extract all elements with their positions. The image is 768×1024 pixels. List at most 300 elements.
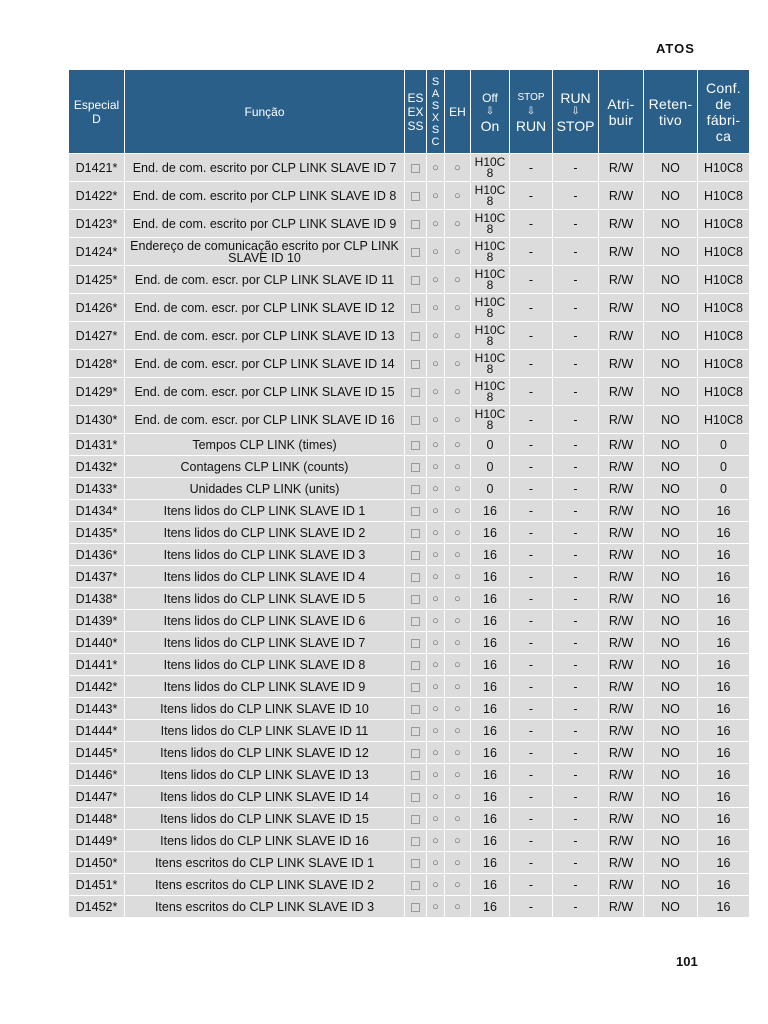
table-row bbox=[69, 764, 768, 786]
checkbox-square-icon bbox=[411, 332, 420, 341]
register-id-cell: D1436* bbox=[69, 544, 125, 566]
eh-cell: ○ bbox=[445, 522, 471, 544]
checkbox-square-icon bbox=[411, 304, 420, 313]
table-row bbox=[69, 874, 768, 896]
es-cell bbox=[405, 522, 427, 544]
register-id-cell: D1443* bbox=[69, 698, 125, 720]
es-cell bbox=[405, 350, 427, 378]
es-cell bbox=[405, 786, 427, 808]
off-on-cell: 16 bbox=[471, 676, 510, 698]
sa-cell: ○ bbox=[427, 378, 445, 406]
checkbox-square-icon bbox=[411, 551, 420, 560]
off-on-cell: 16 bbox=[471, 588, 510, 610]
table-row bbox=[69, 852, 768, 874]
header-run-label: RUN bbox=[560, 89, 591, 106]
retentive-cell: NO bbox=[644, 764, 698, 786]
retentive-cell: NO bbox=[644, 294, 698, 322]
retentive-cell: NO bbox=[644, 544, 698, 566]
function-cell: Itens lidos do CLP LINK SLAVE ID 10 bbox=[125, 698, 405, 720]
table-row bbox=[69, 544, 768, 566]
retentive-cell: NO bbox=[644, 852, 698, 874]
table-row bbox=[69, 456, 768, 478]
stop-run-cell: - bbox=[510, 896, 553, 918]
special-registers-table bbox=[68, 69, 768, 918]
retentive-cell: NO bbox=[644, 378, 698, 406]
es-cell bbox=[405, 676, 427, 698]
attribute-cell: R/W bbox=[599, 266, 644, 294]
function-cell: Itens lidos do CLP LINK SLAVE ID 13 bbox=[125, 764, 405, 786]
checkbox-square-icon bbox=[411, 683, 420, 692]
retentive-cell: NO bbox=[644, 654, 698, 676]
register-id-cell: D1445* bbox=[69, 742, 125, 764]
es-cell bbox=[405, 632, 427, 654]
run-stop-cell: - bbox=[553, 566, 599, 588]
factory-default-cell: 16 bbox=[698, 588, 750, 610]
stop-run-cell: - bbox=[510, 852, 553, 874]
stop-run-cell: - bbox=[510, 322, 553, 350]
factory-default-cell: 16 bbox=[698, 852, 750, 874]
factory-default-cell: 16 bbox=[698, 698, 750, 720]
eh-cell: ○ bbox=[445, 434, 471, 456]
off-on-cell: 16 bbox=[471, 544, 510, 566]
header-conf-line1: Conf. bbox=[706, 79, 741, 96]
sa-cell: ○ bbox=[427, 154, 445, 182]
off-on-cell: H10C 8 bbox=[471, 238, 510, 266]
table-row bbox=[69, 154, 768, 182]
factory-default-cell: 16 bbox=[698, 566, 750, 588]
header-run-stop bbox=[553, 70, 599, 154]
header-eh: EH bbox=[445, 70, 471, 154]
run-stop-cell: - bbox=[553, 610, 599, 632]
checkbox-square-icon bbox=[411, 859, 420, 868]
attribute-cell: R/W bbox=[599, 632, 644, 654]
sa-cell: ○ bbox=[427, 566, 445, 588]
attribute-cell: R/W bbox=[599, 294, 644, 322]
table-row bbox=[69, 610, 768, 632]
stop-run-cell: - bbox=[510, 294, 553, 322]
sa-cell: ○ bbox=[427, 294, 445, 322]
off-on-cell: H10C 8 bbox=[471, 294, 510, 322]
register-id-cell: D1439* bbox=[69, 610, 125, 632]
stop-run-cell: - bbox=[510, 522, 553, 544]
retentive-cell: NO bbox=[644, 698, 698, 720]
off-on-cell: 0 bbox=[471, 434, 510, 456]
header-es-line2: EX bbox=[407, 104, 424, 119]
factory-default-cell: H10C8 bbox=[698, 294, 750, 322]
down-arrow-icon: ⇩ bbox=[571, 105, 580, 117]
es-cell bbox=[405, 434, 427, 456]
factory-default-cell: 16 bbox=[698, 786, 750, 808]
checkbox-square-icon bbox=[411, 727, 420, 736]
attribute-cell: R/W bbox=[599, 406, 644, 434]
retentive-cell: NO bbox=[644, 266, 698, 294]
es-cell bbox=[405, 764, 427, 786]
run-stop-cell: - bbox=[553, 632, 599, 654]
table-row bbox=[69, 210, 768, 238]
sa-cell: ○ bbox=[427, 786, 445, 808]
attribute-cell: R/W bbox=[599, 786, 644, 808]
factory-default-cell: 0 bbox=[698, 478, 750, 500]
eh-cell: ○ bbox=[445, 182, 471, 210]
factory-default-cell: 16 bbox=[698, 676, 750, 698]
es-cell bbox=[405, 698, 427, 720]
function-cell: End. de com. escr. por CLP LINK SLAVE ID 14 bbox=[125, 350, 405, 378]
attribute-cell: R/W bbox=[599, 456, 644, 478]
function-cell: Tempos CLP LINK (times) bbox=[125, 434, 405, 456]
retentive-cell: NO bbox=[644, 588, 698, 610]
off-on-cell: 16 bbox=[471, 830, 510, 852]
eh-cell: ○ bbox=[445, 852, 471, 874]
eh-cell: ○ bbox=[445, 544, 471, 566]
function-cell: End. de com. escr. por CLP LINK SLAVE ID 11 bbox=[125, 266, 405, 294]
header-especial bbox=[69, 70, 125, 154]
run-stop-cell: - bbox=[553, 266, 599, 294]
run-stop-cell: - bbox=[553, 830, 599, 852]
eh-cell: ○ bbox=[445, 654, 471, 676]
stop-run-cell: - bbox=[510, 830, 553, 852]
table-row bbox=[69, 742, 768, 764]
off-on-cell: H10C 8 bbox=[471, 266, 510, 294]
table-row bbox=[69, 500, 768, 522]
header-es bbox=[405, 70, 427, 154]
attribute-cell: R/W bbox=[599, 896, 644, 918]
table-row bbox=[69, 478, 768, 500]
header-sa-line5: S bbox=[431, 123, 440, 136]
factory-default-cell: H10C8 bbox=[698, 322, 750, 350]
attribute-cell: R/W bbox=[599, 238, 644, 266]
table-row bbox=[69, 378, 768, 406]
down-arrow-icon: ⇩ bbox=[526, 105, 536, 117]
checkbox-square-icon bbox=[411, 771, 420, 780]
header-funcao: Função bbox=[125, 70, 405, 154]
factory-default-cell: 16 bbox=[698, 808, 750, 830]
header-stop-label: STOP bbox=[556, 117, 595, 134]
register-id-cell: D1440* bbox=[69, 632, 125, 654]
register-id-cell: D1428* bbox=[69, 350, 125, 378]
retentive-cell: NO bbox=[644, 522, 698, 544]
eh-cell: ○ bbox=[445, 764, 471, 786]
sa-cell: ○ bbox=[427, 544, 445, 566]
checkbox-square-icon bbox=[411, 485, 420, 494]
table-row bbox=[69, 632, 768, 654]
es-cell bbox=[405, 874, 427, 896]
sa-cell: ○ bbox=[427, 522, 445, 544]
eh-cell: ○ bbox=[445, 500, 471, 522]
factory-default-cell: 0 bbox=[698, 434, 750, 456]
checkbox-square-icon bbox=[411, 793, 420, 802]
table-row bbox=[69, 294, 768, 322]
stop-run-cell: - bbox=[510, 566, 553, 588]
eh-cell: ○ bbox=[445, 808, 471, 830]
attribute-cell: R/W bbox=[599, 210, 644, 238]
run-stop-cell: - bbox=[553, 588, 599, 610]
es-cell bbox=[405, 182, 427, 210]
off-on-cell: 16 bbox=[471, 500, 510, 522]
table-row bbox=[69, 434, 768, 456]
table-row bbox=[69, 406, 768, 434]
run-stop-cell: - bbox=[553, 522, 599, 544]
sa-cell: ○ bbox=[427, 632, 445, 654]
attribute-cell: R/W bbox=[599, 500, 644, 522]
attribute-cell: R/W bbox=[599, 182, 644, 210]
sa-cell: ○ bbox=[427, 676, 445, 698]
attribute-cell: R/W bbox=[599, 566, 644, 588]
eh-cell: ○ bbox=[445, 566, 471, 588]
sa-cell: ○ bbox=[427, 322, 445, 350]
stop-run-cell: - bbox=[510, 544, 553, 566]
run-stop-cell: - bbox=[553, 294, 599, 322]
register-id-cell: D1429* bbox=[69, 378, 125, 406]
register-id-cell: D1430* bbox=[69, 406, 125, 434]
attribute-cell: R/W bbox=[599, 544, 644, 566]
run-stop-cell: - bbox=[553, 182, 599, 210]
table-row bbox=[69, 896, 768, 918]
checkbox-square-icon bbox=[411, 507, 420, 516]
sa-cell: ○ bbox=[427, 478, 445, 500]
es-cell bbox=[405, 830, 427, 852]
off-on-cell: 16 bbox=[471, 764, 510, 786]
run-stop-cell: - bbox=[553, 500, 599, 522]
off-on-cell: 16 bbox=[471, 808, 510, 830]
retentive-cell: NO bbox=[644, 830, 698, 852]
factory-default-cell: 16 bbox=[698, 522, 750, 544]
stop-run-cell: - bbox=[510, 654, 553, 676]
eh-cell: ○ bbox=[445, 720, 471, 742]
off-on-cell: H10C 8 bbox=[471, 350, 510, 378]
table-row bbox=[69, 266, 768, 294]
header-conf-line3: fábri- bbox=[706, 111, 741, 128]
es-cell bbox=[405, 378, 427, 406]
sa-cell: ○ bbox=[427, 500, 445, 522]
retentive-cell: NO bbox=[644, 500, 698, 522]
sa-cell: ○ bbox=[427, 210, 445, 238]
factory-default-cell: 16 bbox=[698, 742, 750, 764]
stop-run-cell: - bbox=[510, 610, 553, 632]
stop-run-cell: - bbox=[510, 434, 553, 456]
eh-cell: ○ bbox=[445, 406, 471, 434]
es-cell bbox=[405, 238, 427, 266]
factory-default-cell: 16 bbox=[698, 874, 750, 896]
function-cell: Itens lidos do CLP LINK SLAVE ID 8 bbox=[125, 654, 405, 676]
attribute-cell: R/W bbox=[599, 808, 644, 830]
attribute-cell: R/W bbox=[599, 764, 644, 786]
retentive-cell: NO bbox=[644, 874, 698, 896]
checkbox-square-icon bbox=[411, 388, 420, 397]
function-cell: End. de com. escr. por CLP LINK SLAVE ID 15 bbox=[125, 378, 405, 406]
run-stop-cell: - bbox=[553, 350, 599, 378]
brand-label: ATOS bbox=[656, 41, 695, 56]
sa-cell: ○ bbox=[427, 182, 445, 210]
es-cell bbox=[405, 808, 427, 830]
checkbox-square-icon bbox=[411, 705, 420, 714]
run-stop-cell: - bbox=[553, 406, 599, 434]
sa-cell: ○ bbox=[427, 742, 445, 764]
retentive-cell: NO bbox=[644, 406, 698, 434]
function-cell: Itens lidos do CLP LINK SLAVE ID 15 bbox=[125, 808, 405, 830]
factory-default-cell: 16 bbox=[698, 720, 750, 742]
function-cell: Itens lidos do CLP LINK SLAVE ID 4 bbox=[125, 566, 405, 588]
register-id-cell: D1442* bbox=[69, 676, 125, 698]
sa-cell: ○ bbox=[427, 350, 445, 378]
attribute-cell: R/W bbox=[599, 588, 644, 610]
stop-run-cell: - bbox=[510, 182, 553, 210]
es-cell bbox=[405, 154, 427, 182]
stop-run-cell: - bbox=[510, 742, 553, 764]
register-id-cell: D1452* bbox=[69, 896, 125, 918]
es-cell bbox=[405, 456, 427, 478]
checkbox-square-icon bbox=[411, 903, 420, 912]
es-cell bbox=[405, 544, 427, 566]
run-stop-cell: - bbox=[553, 676, 599, 698]
run-stop-cell: - bbox=[553, 808, 599, 830]
header-especial-line2: D bbox=[92, 111, 101, 126]
retentive-cell: NO bbox=[644, 434, 698, 456]
function-cell: Contagens CLP LINK (counts) bbox=[125, 456, 405, 478]
retentive-cell: NO bbox=[644, 238, 698, 266]
function-cell: Itens escritos do CLP LINK SLAVE ID 2 bbox=[125, 874, 405, 896]
header-atribuir-line1: Atri- bbox=[607, 95, 635, 112]
table-row bbox=[69, 182, 768, 210]
header-retentivo bbox=[644, 70, 698, 154]
es-cell bbox=[405, 266, 427, 294]
eh-cell: ○ bbox=[445, 742, 471, 764]
table-row bbox=[69, 588, 768, 610]
run-stop-cell: - bbox=[553, 478, 599, 500]
register-id-cell: D1444* bbox=[69, 720, 125, 742]
eh-cell: ○ bbox=[445, 266, 471, 294]
checkbox-square-icon bbox=[411, 441, 420, 450]
checkbox-square-icon bbox=[411, 463, 420, 472]
run-stop-cell: - bbox=[553, 720, 599, 742]
factory-default-cell: 16 bbox=[698, 544, 750, 566]
off-on-cell: H10C 8 bbox=[471, 322, 510, 350]
register-id-cell: D1424* bbox=[69, 238, 125, 266]
attribute-cell: R/W bbox=[599, 478, 644, 500]
run-stop-cell: - bbox=[553, 896, 599, 918]
es-cell bbox=[405, 720, 427, 742]
run-stop-cell: - bbox=[553, 742, 599, 764]
down-arrow-icon: ⇩ bbox=[485, 105, 495, 117]
function-cell: Endereço de comunicação escrito por CLP LINK SLAVE ID 10 bbox=[125, 238, 405, 266]
attribute-cell: R/W bbox=[599, 610, 644, 632]
retentive-cell: NO bbox=[644, 154, 698, 182]
es-cell bbox=[405, 500, 427, 522]
es-cell bbox=[405, 406, 427, 434]
run-stop-cell: - bbox=[553, 322, 599, 350]
sa-cell: ○ bbox=[427, 698, 445, 720]
run-stop-cell: - bbox=[553, 874, 599, 896]
factory-default-cell: H10C8 bbox=[698, 238, 750, 266]
function-cell: End. de com. escr. por CLP LINK SLAVE ID 16 bbox=[125, 406, 405, 434]
header-conf-line4: ca bbox=[715, 127, 732, 144]
attribute-cell: R/W bbox=[599, 676, 644, 698]
stop-run-cell: - bbox=[510, 808, 553, 830]
sa-cell: ○ bbox=[427, 406, 445, 434]
checkbox-square-icon bbox=[411, 881, 420, 890]
checkbox-square-icon bbox=[411, 661, 420, 670]
attribute-cell: R/W bbox=[599, 154, 644, 182]
off-on-cell: 16 bbox=[471, 698, 510, 720]
off-on-cell: 16 bbox=[471, 786, 510, 808]
register-id-cell: D1425* bbox=[69, 266, 125, 294]
function-cell: Itens lidos do CLP LINK SLAVE ID 14 bbox=[125, 786, 405, 808]
function-cell: End. de com. escrito por CLP LINK SLAVE ID 8 bbox=[125, 182, 405, 210]
sa-cell: ○ bbox=[427, 456, 445, 478]
run-stop-cell: - bbox=[553, 852, 599, 874]
retentive-cell: NO bbox=[644, 566, 698, 588]
attribute-cell: R/W bbox=[599, 522, 644, 544]
sa-cell: ○ bbox=[427, 874, 445, 896]
eh-cell: ○ bbox=[445, 874, 471, 896]
table-row bbox=[69, 830, 768, 852]
attribute-cell: R/W bbox=[599, 654, 644, 676]
header-retentivo-line1: Reten- bbox=[648, 95, 693, 112]
header-stop-run bbox=[510, 70, 553, 154]
header-run-label: RUN bbox=[515, 117, 547, 134]
run-stop-cell: - bbox=[553, 544, 599, 566]
attribute-cell: R/W bbox=[599, 322, 644, 350]
register-id-cell: D1434* bbox=[69, 500, 125, 522]
stop-run-cell: - bbox=[510, 154, 553, 182]
eh-cell: ○ bbox=[445, 632, 471, 654]
stop-run-cell: - bbox=[510, 238, 553, 266]
function-cell: End. de com. escr. por CLP LINK SLAVE ID 12 bbox=[125, 294, 405, 322]
off-on-cell: 16 bbox=[471, 566, 510, 588]
es-cell bbox=[405, 588, 427, 610]
table-row bbox=[69, 676, 768, 698]
stop-run-cell: - bbox=[510, 456, 553, 478]
eh-cell: ○ bbox=[445, 830, 471, 852]
es-cell bbox=[405, 210, 427, 238]
eh-cell: ○ bbox=[445, 676, 471, 698]
register-id-cell: D1421* bbox=[69, 154, 125, 182]
sa-cell: ○ bbox=[427, 610, 445, 632]
factory-default-cell: 16 bbox=[698, 500, 750, 522]
eh-cell: ○ bbox=[445, 610, 471, 632]
es-cell bbox=[405, 610, 427, 632]
es-cell bbox=[405, 478, 427, 500]
run-stop-cell: - bbox=[553, 238, 599, 266]
off-on-cell: 16 bbox=[471, 522, 510, 544]
table-row bbox=[69, 350, 768, 378]
stop-run-cell: - bbox=[510, 500, 553, 522]
sa-cell: ○ bbox=[427, 654, 445, 676]
header-stop-label: STOP bbox=[517, 91, 545, 103]
checkbox-square-icon bbox=[411, 749, 420, 758]
function-cell: Itens lidos do CLP LINK SLAVE ID 16 bbox=[125, 830, 405, 852]
table-body bbox=[69, 154, 768, 918]
stop-run-cell: - bbox=[510, 588, 553, 610]
sa-cell: ○ bbox=[427, 830, 445, 852]
function-cell: Itens escritos do CLP LINK SLAVE ID 3 bbox=[125, 896, 405, 918]
checkbox-square-icon bbox=[411, 639, 420, 648]
register-id-cell: D1451* bbox=[69, 874, 125, 896]
register-id-cell: D1427* bbox=[69, 322, 125, 350]
register-id-cell: D1423* bbox=[69, 210, 125, 238]
header-sa-line2: A bbox=[431, 87, 440, 100]
run-stop-cell: - bbox=[553, 698, 599, 720]
retentive-cell: NO bbox=[644, 742, 698, 764]
stop-run-cell: - bbox=[510, 786, 553, 808]
header-sa-line1: S bbox=[431, 75, 440, 88]
sa-cell: ○ bbox=[427, 266, 445, 294]
stop-run-cell: - bbox=[510, 266, 553, 294]
function-cell: Itens lidos do CLP LINK SLAVE ID 6 bbox=[125, 610, 405, 632]
function-cell: Itens lidos do CLP LINK SLAVE ID 5 bbox=[125, 588, 405, 610]
eh-cell: ○ bbox=[445, 698, 471, 720]
off-on-cell: H10C 8 bbox=[471, 406, 510, 434]
retentive-cell: NO bbox=[644, 808, 698, 830]
